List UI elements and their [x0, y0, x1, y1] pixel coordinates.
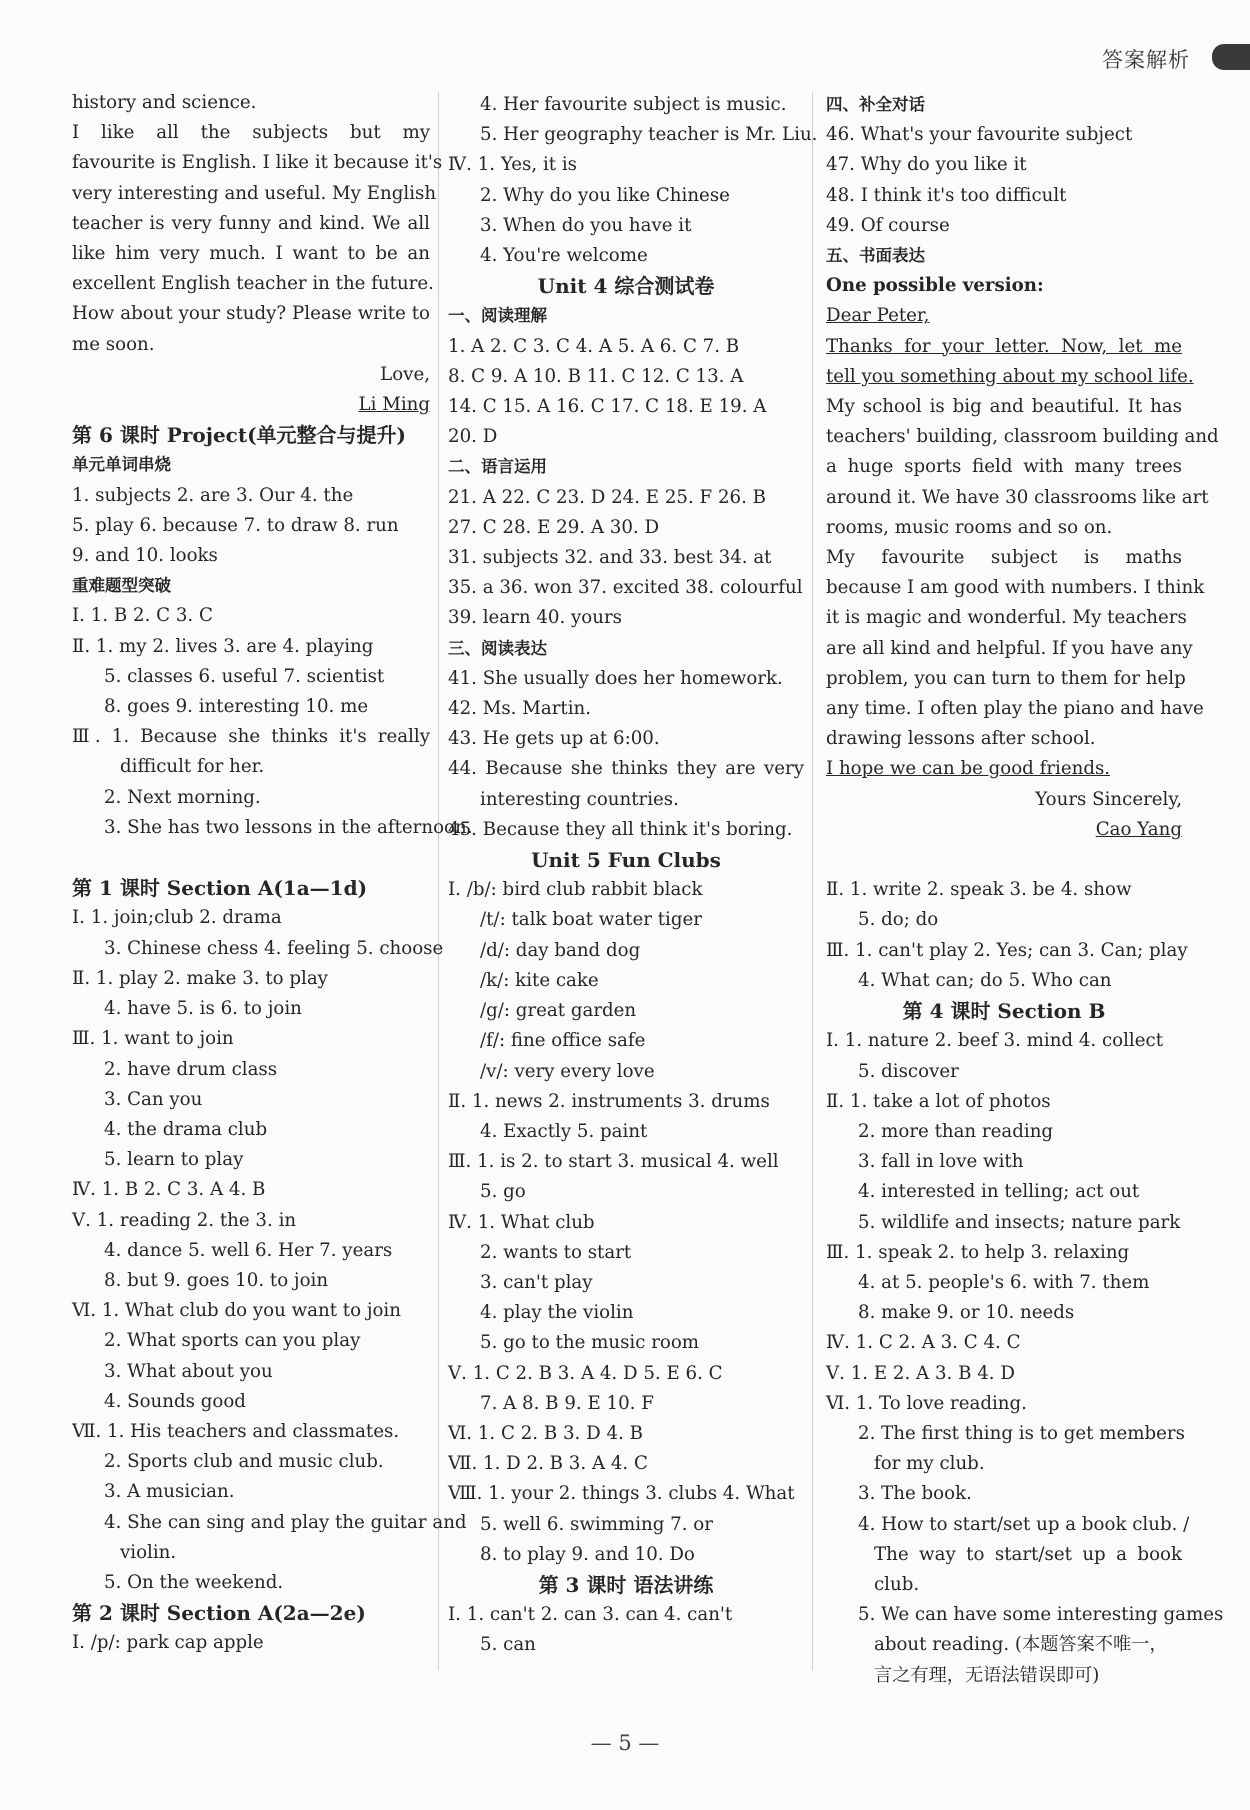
col1-line: Ⅶ. 1. His teachers and classmates. — [72, 1420, 400, 1442]
col3-line: 5. do; do — [858, 909, 939, 931]
col2-line: 44. Because she thinks they are very — [448, 758, 804, 780]
col3-line: 第 4 课时 Section B — [902, 999, 1106, 1024]
col3-line: because I am good with numbers. I think — [826, 577, 1205, 599]
col1-line: 2. Next morning. — [104, 786, 261, 808]
col2-line: 45. Because they all think it's boring. — [448, 818, 793, 840]
col2-line: 35. a 36. won 37. excited 38. colourful — [448, 577, 803, 599]
col1-line: 2. Sports club and music club. — [104, 1451, 384, 1473]
col3-line: around it. We have 30 classrooms like art — [826, 486, 1209, 508]
col1-line: 第 6 课时 Project(单元整合与提升) — [72, 423, 407, 448]
col1-line: 单元单词串烧 — [72, 455, 171, 475]
col1-line: difficult for her. — [120, 756, 265, 778]
col2-line: Ⅶ. 1. D 2. B 3. A 4. C — [448, 1453, 648, 1475]
col2-line: Ⅲ. 1. is 2. to start 3. musical 4. well — [448, 1151, 779, 1173]
header-title: 答案解析 — [1102, 48, 1190, 72]
col2-line: /f/: fine office safe — [480, 1030, 646, 1052]
col3-line: 8. make 9. or 10. needs — [858, 1302, 1075, 1324]
answer-column-2 — [448, 90, 818, 1661]
col2-line: 三、阅读表达 — [448, 638, 547, 658]
col2-line: /g/: great garden — [480, 1000, 637, 1022]
col2-line: 一、阅读理解 — [448, 306, 547, 326]
col1-line: 4. have 5. is 6. to join — [104, 998, 302, 1020]
col1-line: 5. play 6. because 7. to draw 8. run — [72, 514, 399, 536]
col2-line: 43. He gets up at 6:00. — [448, 728, 660, 750]
col1-line: 8. but 9. goes 10. to join — [104, 1269, 329, 1291]
page-number: — 5 — — [590, 1731, 660, 1755]
col1-line: Ⅰ. 1. join;club 2. drama — [72, 907, 282, 929]
col3-line: 4. interested in telling; act out — [858, 1181, 1140, 1203]
col3-line: 3. fall in love with — [858, 1151, 1024, 1173]
col3-line: teachers' building, classroom building and — [826, 426, 1219, 448]
col1-line: 9. and 10. looks — [72, 545, 218, 567]
col3-line: problem, you can turn to them for help — [826, 667, 1186, 689]
col1-line: 5. On the weekend. — [104, 1571, 284, 1593]
col1-line: Ⅱ. 1. my 2. lives 3. are 4. playing — [72, 635, 374, 657]
col2-line: 8. C 9. A 10. B 11. C 12. C 13. A — [448, 365, 744, 387]
col2-line: /t/: talk boat water tiger — [480, 909, 702, 931]
col1-line: 重难题型突破 — [72, 576, 171, 596]
col2-line: 2. wants to start — [480, 1241, 632, 1263]
col2-line: 7. A 8. B 9. E 10. F — [480, 1392, 654, 1414]
col3-line: 4. What can; do 5. Who can — [858, 969, 1112, 991]
col2-line: 二、语言运用 — [448, 457, 547, 477]
col2-line: Ⅷ. 1. your 2. things 3. clubs 4. What — [448, 1483, 795, 1505]
col2-line: 3. When do you have it — [480, 214, 692, 236]
col2-line: 4. Her favourite subject is music. — [480, 94, 787, 115]
col1-line: 5. classes 6. useful 7. scientist — [104, 665, 385, 687]
col2-line: 8. to play 9. and 10. Do — [480, 1543, 695, 1565]
col3-line: 3. The book. — [858, 1483, 972, 1505]
col1-line: like him very much. I want to be an — [72, 243, 430, 265]
col2-line: 5. go — [480, 1181, 526, 1203]
header-tab-marker — [1212, 44, 1250, 70]
col2-line: 20. D — [448, 426, 498, 448]
col2-line: 5. go to the music room — [480, 1332, 700, 1354]
col1-line: 3. Can you — [104, 1088, 203, 1110]
col3-line: Thanks for your letter. Now, let me — [826, 335, 1182, 357]
col3-line: My school is big and beautiful. It has — [826, 396, 1182, 418]
col3-line: One possible version: — [826, 275, 1044, 297]
col3-line: rooms, music rooms and so on. — [826, 516, 1113, 538]
col1-line: 4. the drama club — [104, 1118, 268, 1140]
col3-line: Ⅲ. 1. can't play 2. Yes; can 3. Can; play — [826, 939, 1188, 961]
col3-line: Cao Yang — [1095, 818, 1182, 840]
col1-line: Ⅲ. 1. want to join — [72, 1028, 234, 1050]
col1-line: 3. She has two lessons in the afternoon. — [104, 816, 473, 838]
col1-line: 3. Chinese chess 4. feeling 5. choose — [104, 937, 444, 959]
col1-line: Ⅰ. /p/: park cap apple — [72, 1632, 264, 1654]
col2-line: Ⅴ. 1. C 2. B 3. A 4. D 5. E 6. C — [448, 1362, 723, 1384]
col1-line: me soon. — [72, 333, 155, 355]
col3-line: 47. Why do you like it — [826, 154, 1027, 176]
col1-line: 8. goes 9. interesting 10. me — [104, 696, 369, 718]
col1-line — [72, 843, 430, 873]
col2-line: /d/: day band dog — [480, 939, 641, 961]
col3-line: Ⅱ. 1. write 2. speak 3. be 4. show — [826, 879, 1132, 901]
col2-line: 4. Exactly 5. paint — [480, 1120, 648, 1142]
col2-line: 1. A 2. C 3. C 4. A 5. A 6. C 7. B — [448, 335, 740, 357]
col3-line: 2. The first thing is to get members — [858, 1422, 1185, 1444]
col3-line: 4. How to start/set up a book club. / — [858, 1513, 1190, 1535]
col1-line: teacher is very funny and kind. We all — [72, 212, 430, 234]
col1-line: 4. dance 5. well 6. Her 7. years — [104, 1239, 393, 1261]
col3-line: a huge sports field with many trees — [826, 456, 1182, 478]
col3-line: it is magic and wonderful. My teachers — [826, 607, 1187, 629]
col3-line: Dear Peter, — [826, 305, 930, 327]
col2-line: 第 3 课时 语法讲练 — [538, 1572, 714, 1597]
col2-line: 14. C 15. A 16. C 17. C 18. E 19. A — [448, 396, 767, 418]
col1-line: How about your study? Please write to — [72, 303, 430, 325]
col3-line — [826, 845, 1182, 875]
col2-line: Ⅰ. 1. can't 2. can 3. can 4. can't — [448, 1604, 733, 1626]
col3-line: are all kind and helpful. If you have any — [826, 637, 1193, 659]
answer-column-3 — [826, 90, 1224, 1691]
col1-line: 第 1 课时 Section A(1a—1d) — [72, 876, 368, 901]
col2-line: Ⅵ. 1. C 2. B 3. D 4. B — [448, 1422, 643, 1444]
col2-line: Ⅳ. 1. Yes, it is — [448, 154, 578, 176]
col3-line: 48. I think it's too difficult — [826, 184, 1067, 206]
col3-line: any time. I often play the piano and have — [826, 698, 1204, 720]
col2-line: 41. She usually does her homework. — [448, 667, 783, 689]
col2-line: 21. A 22. C 23. D 24. E 25. F 26. B — [448, 486, 767, 508]
col2-line: 4. You're welcome — [480, 245, 648, 267]
col3-line: 2. more than reading — [858, 1120, 1054, 1142]
col1-line: 3. What about you — [104, 1360, 273, 1382]
col3-line: Yours Sincerely, — [1035, 788, 1182, 810]
col2-line: Unit 5 Fun Clubs — [531, 848, 721, 873]
col1-line: 4. She can sing and play the guitar and — [104, 1511, 467, 1533]
column-divider-right — [812, 92, 813, 1670]
col3-line: Ⅱ. 1. take a lot of photos — [826, 1090, 1051, 1112]
col2-line: 27. C 28. E 29. A 30. D — [448, 516, 660, 538]
col2-line: 3. can't play — [480, 1271, 593, 1293]
col1-line: I like all the subjects but my — [72, 122, 430, 144]
col1-line: 第 2 课时 Section A(2a—2e) — [72, 1601, 366, 1626]
col1-line: 1. subjects 2. are 3. Our 4. the — [72, 484, 354, 506]
col3-line: drawing lessons after school. — [826, 728, 1096, 750]
col2-line: 5. well 6. swimming 7. or — [480, 1513, 713, 1535]
col3-line: Ⅲ. 1. speak 2. to help 3. relaxing — [826, 1241, 1130, 1263]
col1-line: Ⅴ. 1. reading 2. the 3. in — [72, 1209, 297, 1231]
col1-line: Love, — [380, 363, 430, 385]
col1-line: very interesting and useful. My English — [72, 182, 437, 204]
col1-line: 5. learn to play — [104, 1149, 244, 1171]
col1-line: Li Ming — [358, 394, 430, 416]
col1-line: favourite is English. I like it because it's — [72, 152, 443, 174]
col3-line: Ⅰ. 1. nature 2. beef 3. mind 4. collect — [826, 1030, 1164, 1052]
col3-line: I hope we can be good friends. — [826, 758, 1111, 780]
col1-line: 2. have drum class — [104, 1058, 278, 1080]
col1-line: Ⅵ. 1. What club do you want to join — [72, 1300, 401, 1322]
col1-line: 2. What sports can you play — [104, 1330, 361, 1352]
col3-line: My favourite subject is maths — [826, 547, 1182, 569]
col2-line: 4. play the violin — [480, 1302, 634, 1324]
col2-line: /v/: very every love — [480, 1060, 655, 1082]
col3-line: 49. Of course — [826, 214, 950, 236]
col2-line: Ⅰ. /b/: bird club rabbit black — [448, 879, 703, 901]
col2-line: interesting countries. — [480, 788, 679, 810]
col2-line: 5. Her geography teacher is Mr. Liu. — [480, 124, 818, 146]
col2-line: 42. Ms. Martin. — [448, 698, 592, 720]
col3-line: The way to start/set up a book — [874, 1543, 1182, 1565]
col2-line: /k/: kite cake — [480, 969, 599, 991]
column-divider-left — [438, 92, 439, 1670]
col1-line: Ⅰ. 1. B 2. C 3. C — [72, 605, 213, 627]
col1-line: 4. Sounds good — [104, 1390, 246, 1412]
col3-line: 五、书面表达 — [826, 246, 925, 266]
col1-line: Ⅱ. 1. play 2. make 3. to play — [72, 967, 328, 989]
col3-line: 4. at 5. people's 6. with 7. them — [858, 1271, 1150, 1293]
col3-line: 46. What's your favourite subject — [826, 124, 1133, 146]
col2-line: Unit 4 综合测试卷 — [537, 274, 715, 299]
col3-line: 5. wildlife and insects; nature park — [858, 1211, 1181, 1233]
col3-line: Ⅳ. 1. C 2. A 3. C 4. C — [826, 1332, 1021, 1354]
col3-line: 言之有理，无语法错误即可) — [874, 1664, 1100, 1686]
col1-line: violin. — [120, 1541, 177, 1563]
col1-line: Ⅲ. 1. Because she thinks it's really — [72, 726, 430, 748]
col3-line: tell you something about my school life. — [826, 365, 1194, 387]
col2-line: 2. Why do you like Chinese — [480, 184, 730, 206]
col3-line: club. — [874, 1573, 920, 1595]
col3-line: for my club. — [874, 1453, 985, 1475]
col1-line: 3. A musician. — [104, 1481, 235, 1503]
col2-line: 31. subjects 32. and 33. best 34. at — [448, 547, 772, 569]
col1-line: excellent English teacher in the future. — [72, 273, 434, 295]
col2-line: Ⅳ. 1. What club — [448, 1211, 595, 1233]
col1-line: history and science. — [72, 92, 257, 113]
col2-line: 5. can — [480, 1634, 536, 1656]
col3-line: about reading. (本题答案不唯一， — [874, 1634, 1168, 1656]
col3-line: Ⅴ. 1. E 2. A 3. B 4. D — [826, 1362, 1015, 1384]
col1-line: Ⅳ. 1. B 2. C 3. A 4. B — [72, 1179, 266, 1201]
col3-line: Ⅵ. 1. To love reading. — [826, 1392, 1027, 1414]
col2-line: 39. learn 40. yours — [448, 607, 622, 629]
col3-line: 5. discover — [858, 1060, 959, 1082]
col3-line: 四、补全对话 — [826, 95, 925, 114]
col2-line: Ⅱ. 1. news 2. instruments 3. drums — [448, 1090, 770, 1112]
col3-line: 5. We can have some interesting games — [858, 1604, 1224, 1626]
